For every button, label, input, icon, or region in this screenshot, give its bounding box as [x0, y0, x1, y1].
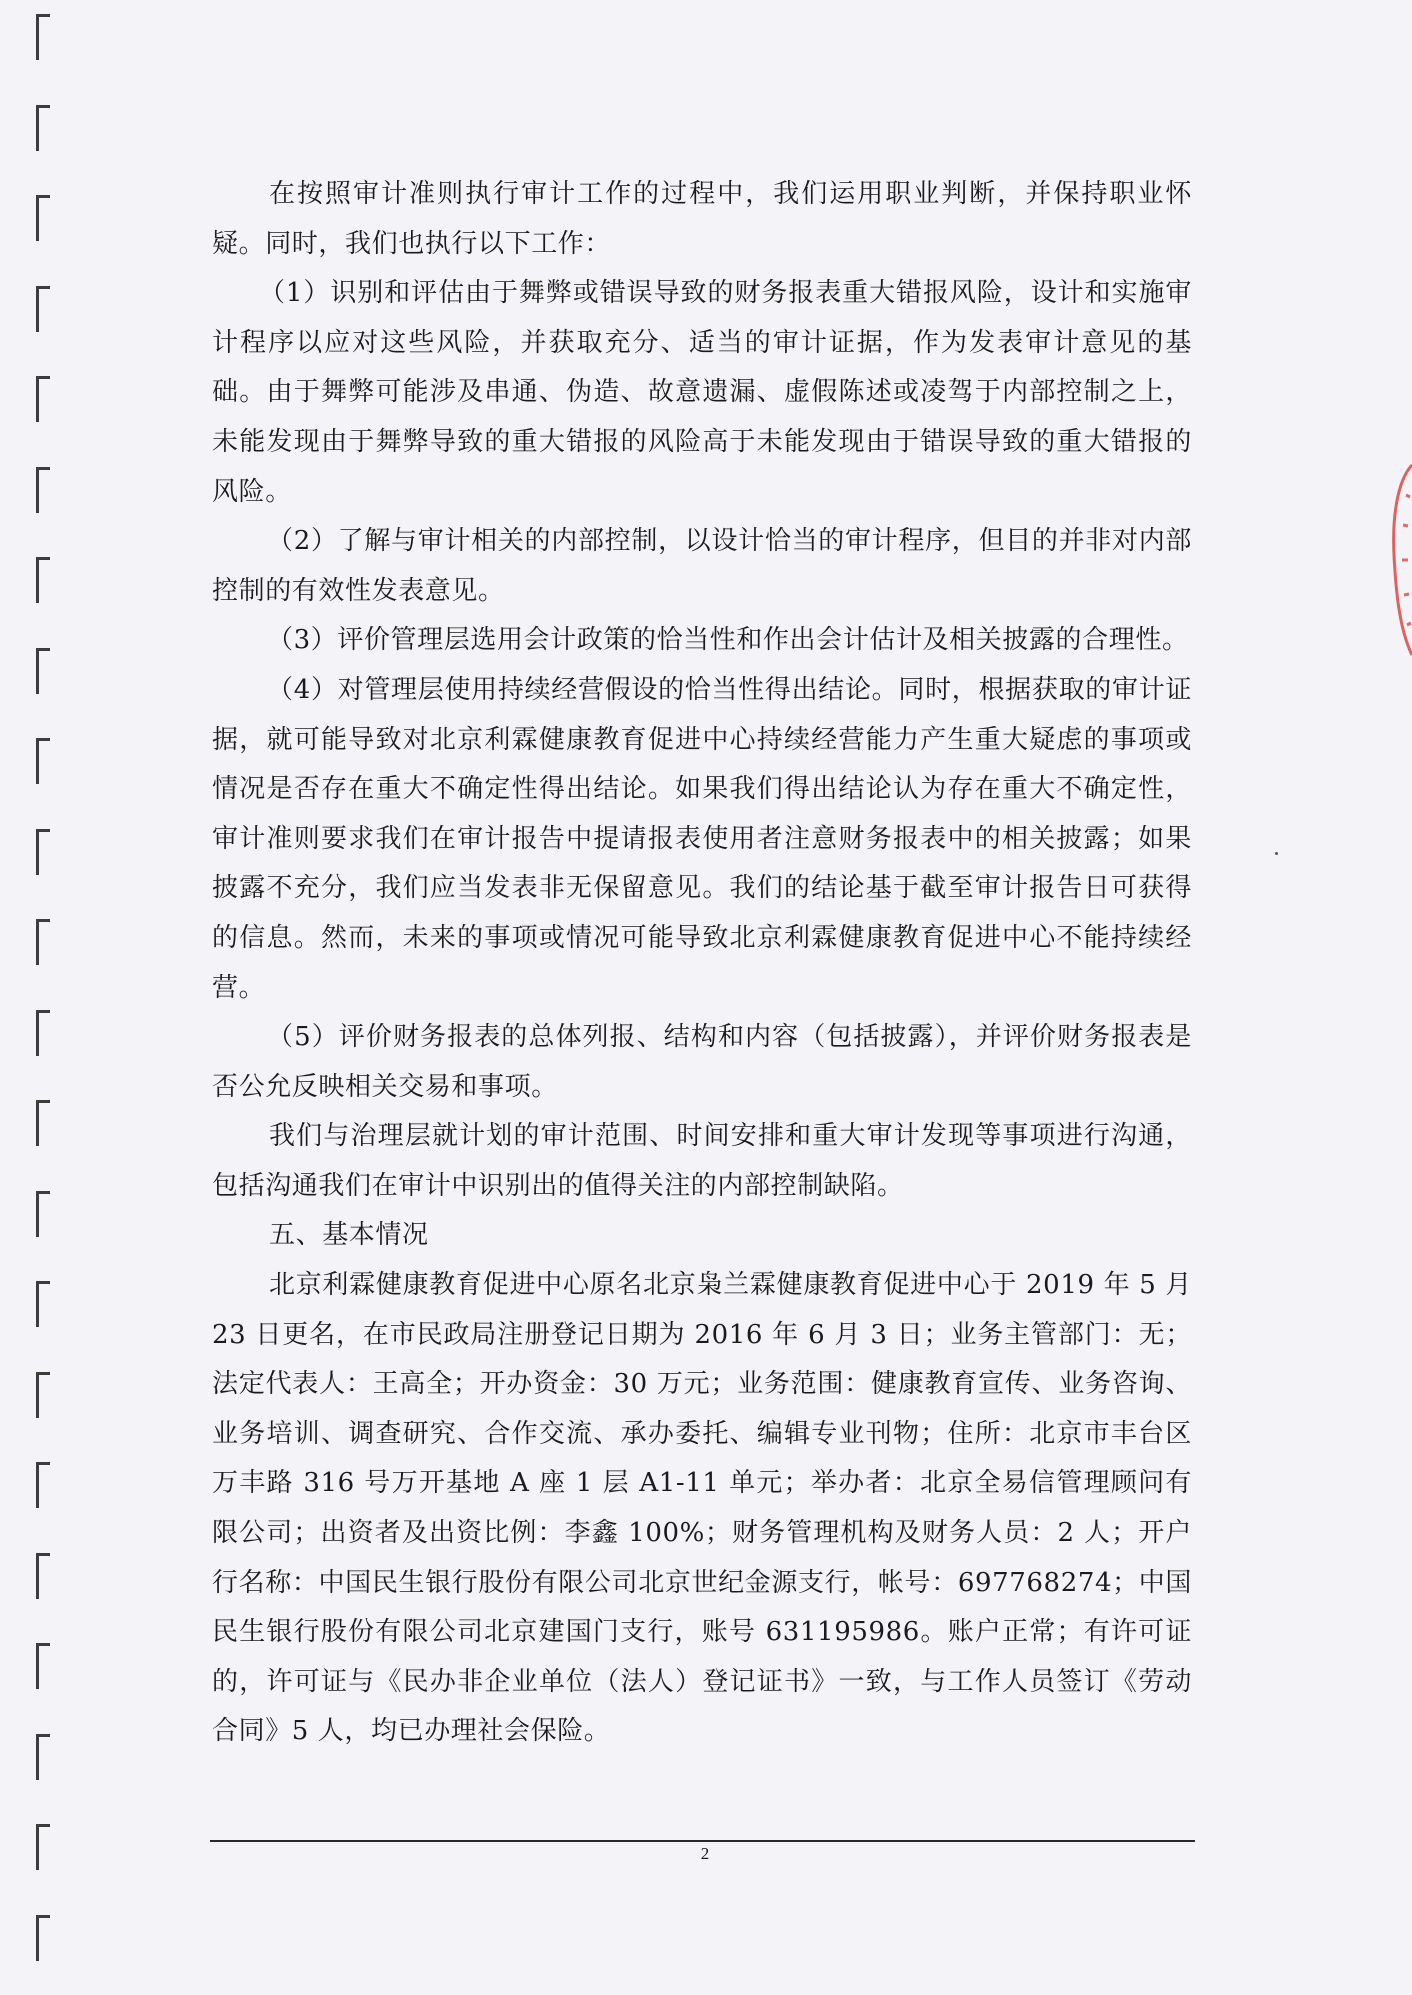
footer-rule — [210, 1840, 1195, 1842]
binding-mark — [36, 467, 50, 513]
binding-holes — [36, 0, 56, 1995]
paragraph-item-3: （3）评价管理层选用会计政策的恰当性和作出会计估计及相关披露的合理性。 — [267, 625, 1189, 656]
paragraph-item-5: （5）评价财务报表的总体列报、结构和内容（包括披露），并评价财务报表是否公允反映相关交易和事项。 — [212, 1022, 1192, 1102]
binding-mark — [36, 1915, 50, 1961]
binding-mark — [36, 1643, 50, 1689]
paragraph-item-1: （1）识别和评估由于舞弊或错误导致的财务报表重大错报风险，设计和实施审计程序以应对这些风险，并获取充分、适当的审计证据，作为发表审计意见的基础。由于舞弊可能涉及串通、伪造、故意遗漏、虚假陈述或凌驾于内部控制之上，未能发现由于舞弊导致的重大错报的风险高于未能发现由于错误导致的重大错报的风险。 — [212, 278, 1192, 507]
binding-mark — [36, 1462, 50, 1508]
paragraph-item-2: （2）了解与审计相关的内部控制，以设计恰当的审计程序，但目的并非对内部控制的有效性发表意见。 — [212, 526, 1192, 606]
binding-mark — [36, 14, 50, 60]
binding-mark — [36, 1824, 50, 1870]
binding-mark — [36, 557, 50, 603]
binding-mark — [36, 1100, 50, 1146]
binding-mark — [36, 829, 50, 875]
binding-mark — [36, 105, 50, 151]
paragraph-item-4: （4）对管理层使用持续经营假设的恰当性得出结论。同时，根据获取的审计证据，就可能导致对北京利霖健康教育促进中心持续经营能力产生重大疑虑的事项或情况是否存在重大不确定性得出结论。如果我们得出结论认为存在重大不确定性，审计准则要求我们在审计报告中提请报表使用者注意财务报表中的相关披露；如果披露不充分，我们应当发表非无保留意见。我们的结论基于截至审计报告日可获得的信息。然而，未来的事项或情况可能导致北京利霖健康教育促进中心不能持续经营。 — [212, 674, 1192, 1003]
binding-mark — [36, 195, 50, 241]
binding-mark — [36, 1734, 50, 1780]
binding-mark — [36, 1553, 50, 1599]
paragraph-audit-intro: 在按照审计准则执行审计工作的过程中，我们运用职业判断，并保持职业怀疑。同时，我们也执行以下工作： — [212, 179, 1192, 259]
binding-mark — [36, 1191, 50, 1237]
red-seal-fragment — [1386, 455, 1412, 665]
binding-mark — [36, 376, 50, 422]
binding-mark — [36, 286, 50, 332]
document-body — [212, 170, 1192, 1757]
binding-mark — [36, 1010, 50, 1056]
binding-mark — [36, 738, 50, 784]
section-heading-basic-info: 五、基本情况 — [269, 1220, 429, 1251]
paragraph-basic-info: 北京利霖健康教育促进中心原名北京枭兰霖健康教育促进中心于 2019 年 5 月 23 日更名，在市民政局注册登记日期为 2016 年 6 月 3 日；业务主管部门：无；法定代表人：王高全；开办资金：30 万元；业务范围：健康教育宣传、业务咨询、业务培训、调查研究、合作交流、承办委托、编辑专业刊物；住所：北京市丰台区万丰路 316 号万开基地 A 座 1 层 A1-11 单元；举办者：北京全易信管理顾问有限公司；出资者及出资比例：李鑫 100%；财务管理机构及财务人员：2 人；开户行名称：中国民生银行股份有限公司北京世纪金源支行，帐号：697768274；中国民生银行股份有限公司北京建国门支行，账号 631195986。账户正常；有许可证的，许可证与《民办非企业单位（法人）登记证书》一致，与工作人员签订《劳动合同》5 人，均已办理社会保险。 — [212, 1270, 1192, 1747]
binding-mark — [36, 648, 50, 694]
binding-mark — [36, 919, 50, 965]
page-number: 2 — [700, 1844, 710, 1863]
binding-mark — [36, 1281, 50, 1327]
paragraph-governance: 我们与治理层就计划的审计范围、时间安排和重大审计发现等事项进行沟通，包括沟通我们在审计中识别出的值得关注的内部控制缺陷。 — [212, 1121, 1192, 1201]
binding-mark — [36, 1372, 50, 1418]
scan-speck — [1275, 852, 1278, 855]
